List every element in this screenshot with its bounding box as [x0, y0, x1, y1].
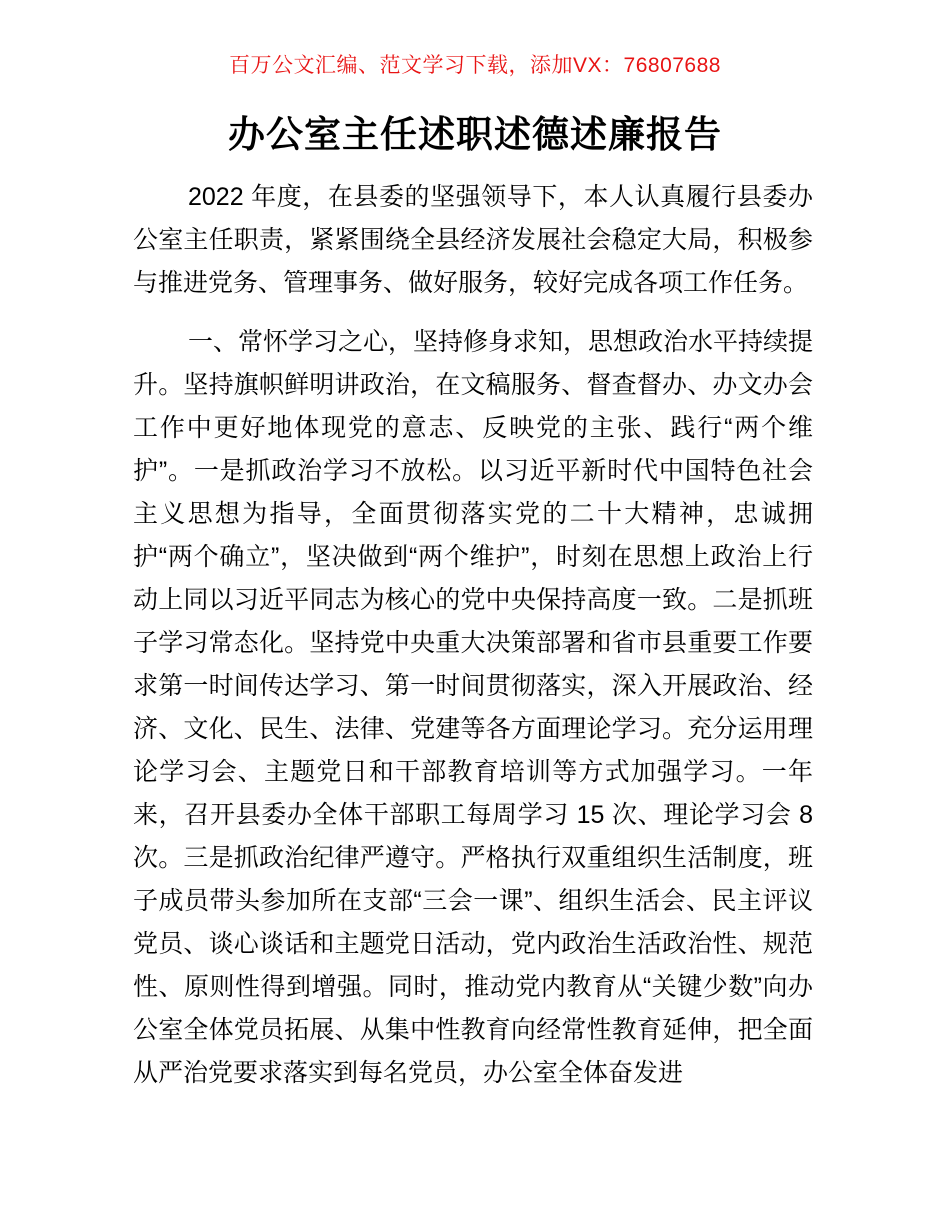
- paragraph-intro: 2022 年度，在县委的坚强领导下，本人认真履行县委办公室主任职责，紧紧围绕全县经济发展社会稳定大局，积极参与推进党务、管理事务、做好服务，较好完成各项工作任务。: [133, 183, 813, 297]
- document-body: [133, 176, 813, 1095]
- document-title: 办公室主任述职述德述廉报告: [228, 114, 722, 155]
- watermark-ad-text: 百万公文汇编、范文学习下载，添加VX：76807688: [229, 54, 721, 77]
- paragraph-section-one: 一、常怀学习之心，坚持修身求知，思想政治水平持续提升。坚持旗帜鲜明讲政治，在文稿服务、督查督办、办文办会工作中更好地体现党的意志、反映党的主张、践行“两个维护”。一是抓政治学习不放松。以习近平新时代中国特色社会主义思想为指导，全面贯彻落实党的二十大精神，忠诚拥护“两个确立”，坚决做到“两个维护”，时刻在思想上政治上行动上同以习近平同志为核心的党中央保持高度一致。二是抓班子学习常态化。坚持党中央重大决策部署和省市县重要工作要求第一时间传达学习、第一时间贯彻落实，深入开展政治、经济、文化、民生、法律、党建等各方面理论学习。充分运用理论学习会、主题党日和干部教育培训等方式加强学习。一年来，召开县委办全体干部职工每周学习 15 次、理论学习会 8 次。三是抓政治纪律严遵守。严格执行双重组织生活制度，班子成员带头参加所在支部“三会一课”、组织生活会、民主评议党员、谈心谈话和主题党日活动，党内政治生活政治性、规范性、原则性得到增强。同时，推动党内教育从“关键少数”向办公室全体党员拓展、从集中性教育向经常性教育延伸，把全面从严治党要求落实到每名党员，办公室全体奋发进: [133, 328, 814, 1087]
